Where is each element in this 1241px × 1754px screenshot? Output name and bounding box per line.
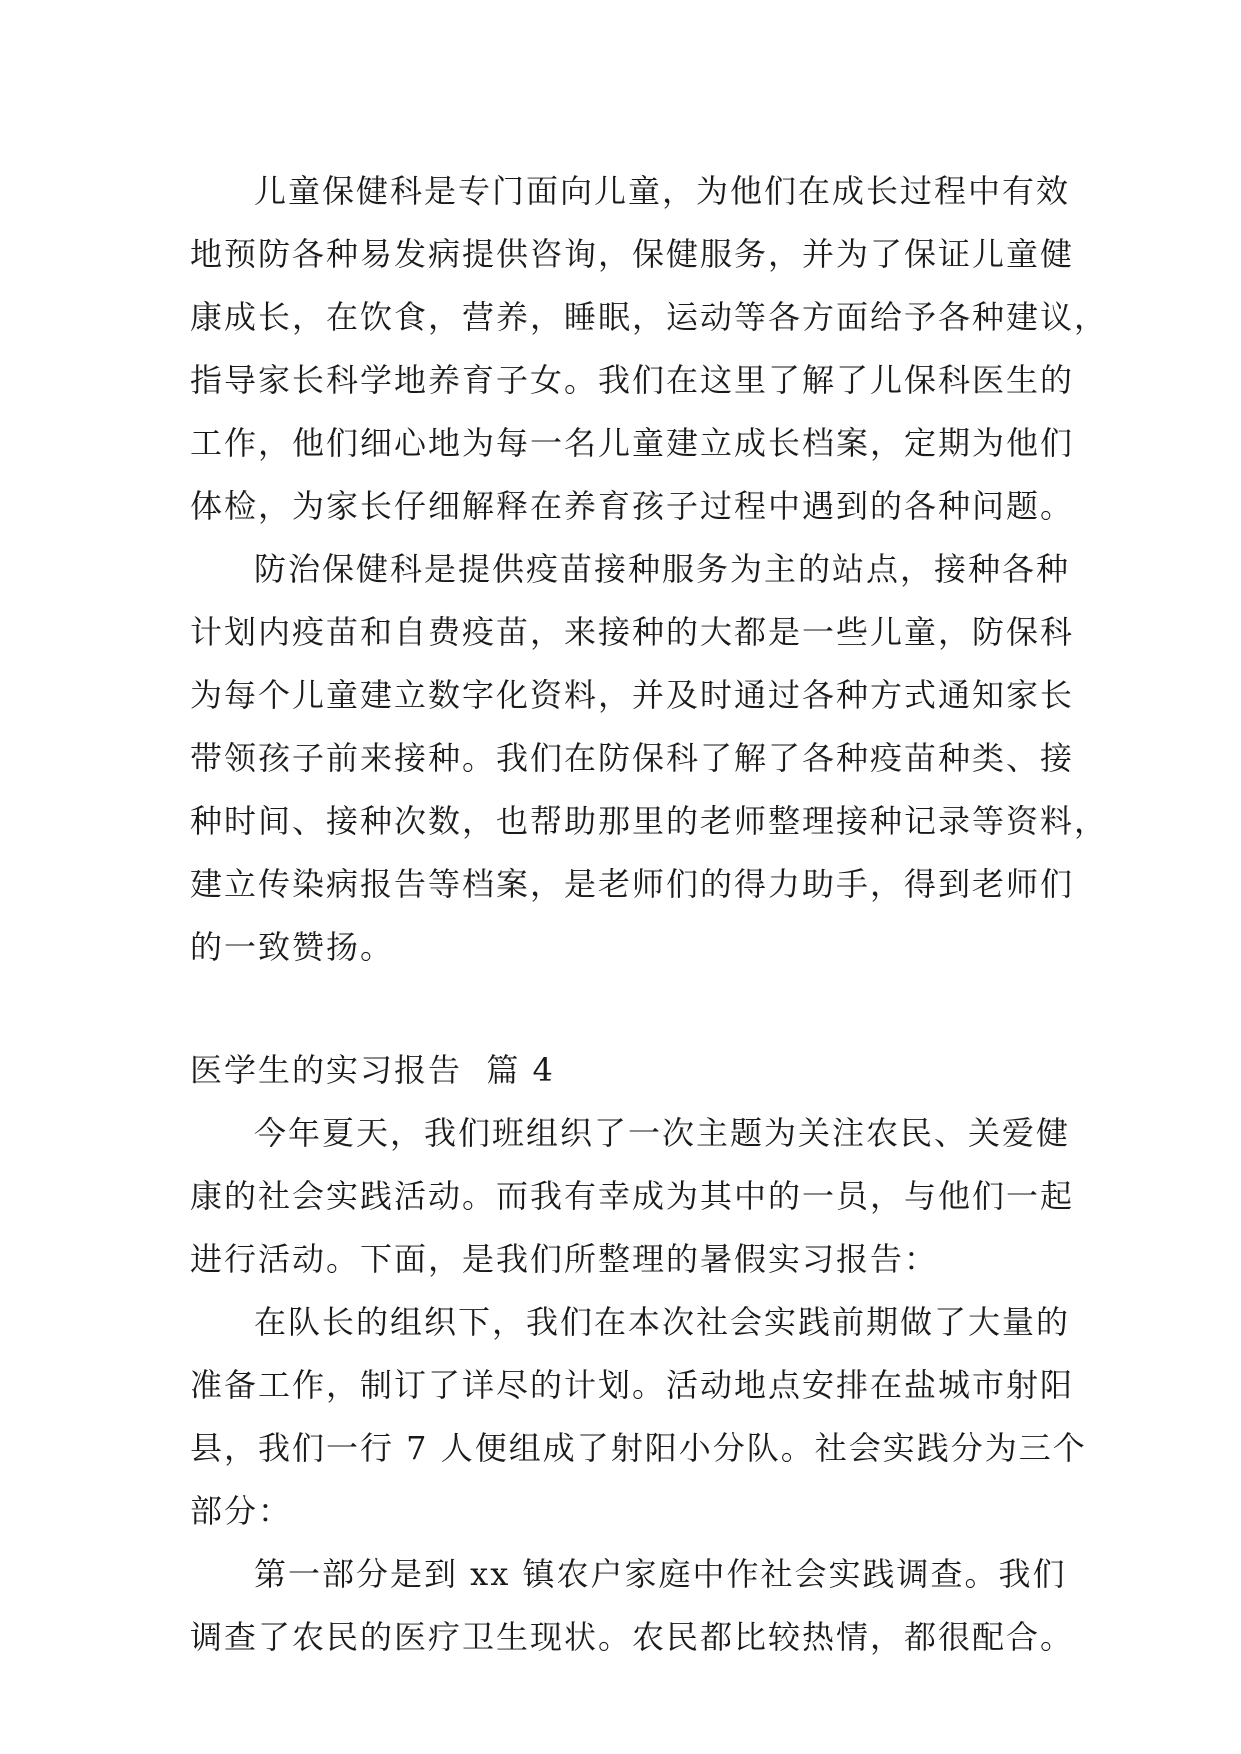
text-line: 康的社会实践活动。而我有幸成为其中的一员，与他们一起 — [190, 1177, 1075, 1215]
text-line: 工作，他们细心地为每一名儿童建立成长档案，定期为他们 — [190, 424, 1075, 462]
paragraph-summer-practice — [190, 1102, 1075, 1291]
text-line: 在队长的组织下，我们在本次社会实践前期做了大量的 — [254, 1303, 1071, 1341]
text-line: 防治保健科是提供疫苗接种服务为主的站点，接种各种 — [254, 550, 1071, 588]
text-line: 准备工作，制订了详尽的计划。活动地点安排在盐城市射阳 — [190, 1366, 1075, 1404]
text-line: 计划内疫苗和自费疫苗，来接种的大都是一些儿童，防保科 — [190, 613, 1075, 651]
text-line: 的一致赞扬。 — [190, 928, 395, 966]
text-line: 带领孩子前来接种。我们在防保科了解了各种疫苗种类、接 — [190, 739, 1075, 777]
text-line: 体检，为家长仔细解释在养育孩子过程中遇到的各种问题。 — [190, 487, 1075, 525]
text-line: 地预防各种易发病提供咨询，保健服务，并为了保证儿童健 — [190, 235, 1075, 273]
paragraph-prevention-health — [190, 538, 1109, 979]
text-line: 今年夏天，我们班组织了一次主题为关注农民、关爱健 — [254, 1114, 1071, 1152]
text-line: 调查了农民的医疗卫生现状。农民都比较热情，都很配合。 — [190, 1618, 1075, 1656]
text-line: 部分： — [190, 1492, 293, 1530]
text-line: 为每个儿童建立数字化资料，并及时通过各种方式通知家长 — [190, 676, 1075, 714]
text-line: 进行活动。下面，是我们所整理的暑假实习报告： — [190, 1240, 939, 1278]
text-line: 指导家长科学地养育子女。我们在这里了解了儿保科医生的 — [190, 361, 1075, 399]
text-line: 建立传染病报告等档案，是老师们的得力助手，得到老师们 — [190, 865, 1075, 903]
paragraph-preparation — [190, 1291, 1087, 1543]
section-heading: 医学生的实习报告 篇 4 — [190, 1051, 555, 1089]
text-line: 康成长，在饮食，营养，睡眠，运动等各方面给予各种建议， — [190, 298, 1109, 336]
text-line: 儿童保健科是专门面向儿童，为他们在成长过程中有效 — [254, 172, 1071, 210]
paragraph-part-one — [190, 1543, 1075, 1669]
text-line: 第一部分是到 xx 镇农户家庭中作社会实践调查。我们 — [254, 1555, 1067, 1593]
document-page — [190, 160, 1109, 1669]
text-line: 县，我们一行 7 人便组成了射阳小分队。社会实践分为三个 — [190, 1429, 1087, 1467]
text-line: 种时间、接种次数，也帮助那里的老师整理接种记录等资料， — [190, 802, 1109, 840]
paragraph-child-health — [190, 160, 1109, 538]
section-spacer — [190, 979, 1060, 1039]
